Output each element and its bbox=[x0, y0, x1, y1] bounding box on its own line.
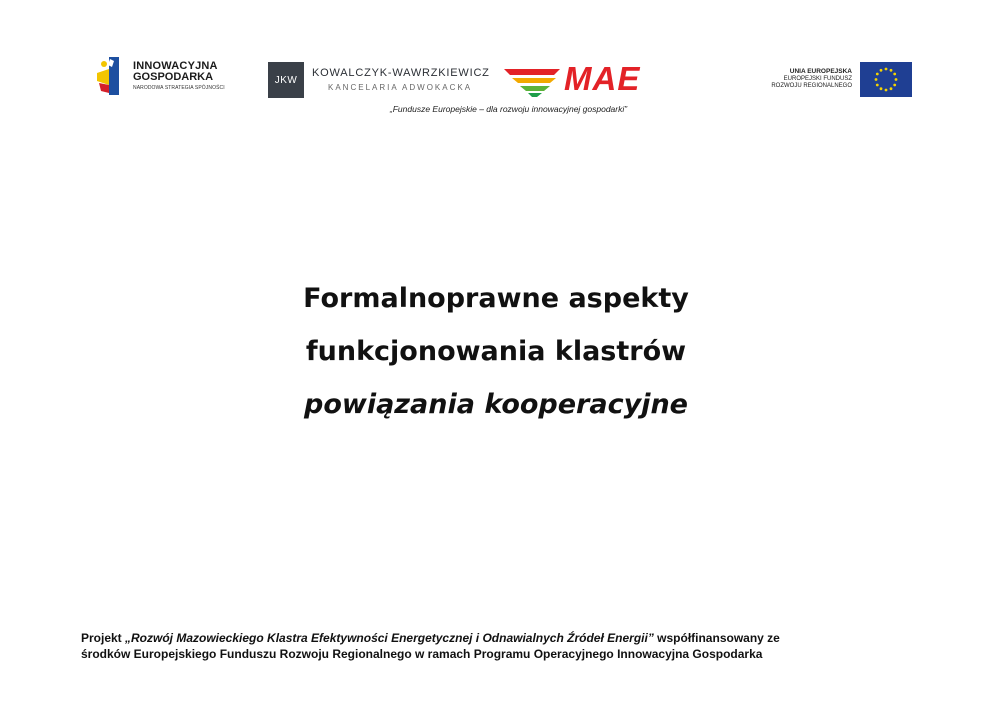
jkw-box: JKW bbox=[268, 62, 304, 98]
title-line3: powiązania kooperacyjne bbox=[304, 389, 688, 420]
project-footer bbox=[81, 630, 780, 662]
innowacyjna-line3: NARODOWA STRATEGIA SPÓJNOŚCI bbox=[133, 85, 225, 91]
eu-flag-icon bbox=[860, 62, 912, 97]
footer-line1 bbox=[81, 630, 780, 646]
innowacyjna-emblem-icon bbox=[95, 55, 129, 99]
jkw-name: KOWALCZYK-WAWRZKIEWICZ bbox=[312, 67, 490, 79]
mae-text: MAE bbox=[564, 60, 641, 97]
footer-project-name: „Rozwój Mazowieckiego Klastra Efektywności Energetycznej i Odnawialnych Źródeł Energii” bbox=[125, 631, 654, 645]
main-title bbox=[0, 272, 992, 431]
ue-line1: UNIA EUROPEJSKA bbox=[789, 68, 852, 75]
jkw-subtitle: KANCELARIA ADWOKACKA bbox=[328, 83, 473, 92]
title-line1: Formalnoprawne aspekty bbox=[303, 283, 689, 314]
unia-europejska-logo bbox=[758, 62, 912, 98]
slogan: „Fundusze Europejskie – dla rozwoju innowacyjnej gospodarki” bbox=[389, 104, 628, 114]
title-line2: funkcjonowania klastrów bbox=[305, 336, 687, 367]
innowacyjna-line1: INNOWACYJNA bbox=[133, 60, 218, 72]
mae-logo bbox=[504, 60, 679, 98]
ue-line2: EUROPEJSKI FUNDUSZ bbox=[783, 76, 852, 82]
footer-suffix: współfinansowany ze bbox=[653, 631, 780, 645]
mae-swoosh-icon bbox=[504, 66, 564, 98]
ue-line3: ROZWOJU REGIONALNEGO bbox=[771, 83, 852, 89]
footer-line2: środków Europejskiego Funduszu Rozwoju Regionalnego w ramach Programu Operacyjnego Innowacyjna Gospodarka bbox=[81, 647, 763, 661]
innowacyjna-gospodarka-logo bbox=[95, 55, 245, 99]
innowacyjna-line2: GOSPODARKA bbox=[133, 71, 214, 83]
footer-prefix: Projekt bbox=[81, 631, 126, 645]
